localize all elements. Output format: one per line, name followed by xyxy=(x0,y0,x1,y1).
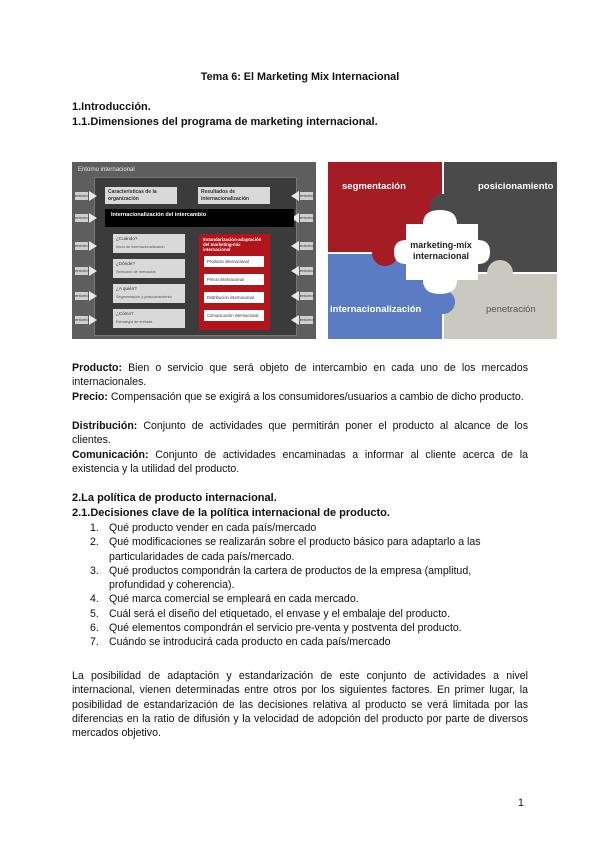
side-label: entorno xyxy=(75,268,89,273)
arrow-left-icon xyxy=(291,315,299,325)
side-label: entorno xyxy=(75,293,89,298)
arrow-right-icon xyxy=(89,266,97,276)
side-label: entorno xyxy=(75,215,89,220)
side-label: entorno xyxy=(300,193,314,198)
question-box-where: ¿Dónde? Selección de mercados xyxy=(113,259,185,278)
definition-precio: Precio: Compensación que se exigirá a los consumidores/usuarios a cambio de dicho producto. xyxy=(72,391,524,403)
puzzle-label-bottom-left: internacionalización xyxy=(330,304,422,315)
section-heading-1: 1.Introducción. xyxy=(72,101,151,113)
arrow-right-icon xyxy=(89,191,97,201)
side-label: entorno xyxy=(75,243,89,248)
closing-paragraph: La posibilidad de adaptación y estandarización de este conjunto de actividades a nivel internacional, vienen determinadas entre otros por los siguientes factores. En primer lugar, la posibilidad de estandarización de las decisiones relativa al producto se verá limitada por las diferencias en la ratio de difusión y la velocidad de adopción del producto por parte de diversos mercados objetivo. xyxy=(72,670,528,740)
arrow-right-icon xyxy=(89,291,97,301)
internationalization-exchange-box: Internacionalización del intercambio xyxy=(105,209,294,227)
section-heading-2: 2.La política de producto internacional. xyxy=(72,492,277,504)
side-label: entorno xyxy=(300,293,314,298)
decisions-list-container xyxy=(72,521,528,650)
arrow-left-icon xyxy=(291,241,299,251)
list-item: 7. Cuándo se introducirá cada producto en cada país/mercado xyxy=(90,636,391,649)
section-heading-2-1: 2.1.Decisiones clave de la política internacional de producto. xyxy=(72,507,390,519)
arrow-left-icon xyxy=(291,191,299,201)
side-label: entorno xyxy=(75,193,89,198)
red-panel-item: Producto internacional xyxy=(204,256,264,267)
puzzle-label-top-right: posicionamiento xyxy=(478,181,554,192)
definition-comunicacion: Comunicación: Conjunto de actividades encaminadas a informar al cliente acerca de la existencia y la utilidad del producto. xyxy=(72,449,528,476)
arrow-left-icon xyxy=(291,266,299,276)
side-label: entorno xyxy=(300,243,314,248)
side-label: entorno xyxy=(300,317,314,322)
list-item: 1. Qué producto vender en cada país/mercado xyxy=(90,522,317,534)
arrow-right-icon xyxy=(89,241,97,251)
list-item: 3. Qué productos compondrán la cartera de productos de la empresa (amplitud, profundidad y coherencia). xyxy=(90,564,472,592)
diagram-frame-title: Entorno internacional xyxy=(78,167,135,173)
marketing-mix-puzzle-image xyxy=(328,162,557,339)
arrow-right-icon xyxy=(89,315,97,325)
arrow-right-icon xyxy=(89,213,97,223)
side-label: entorno xyxy=(75,317,89,322)
page-number: 1 xyxy=(518,797,524,809)
list-item: 6. Qué elementos compondrán el servicio pre-venta y postventa del producto. xyxy=(90,622,462,635)
standardization-adaptation-panel xyxy=(199,234,270,330)
puzzle-label-top-left: segmentación xyxy=(342,181,406,192)
red-panel-title: Estandarización-adaptación del marketing-mix internacional xyxy=(203,237,262,252)
list-item: 4. Qué marca comercial se empleará en cada mercado. xyxy=(90,593,359,606)
definition-distribucion: Distribución: Conjunto de actividades que permitirán poner el producto al alcance de los clientes. xyxy=(72,420,528,447)
red-panel-item: Comunicación internacional xyxy=(204,310,264,321)
puzzle-center-line2: internacional xyxy=(412,251,470,261)
section-heading-1-1: 1.1.Dimensiones del programa de marketing internacional. xyxy=(72,116,378,128)
document-title: Tema 6: El Marketing Mix Internacional xyxy=(200,71,400,83)
question-box-who: ¿A quién? Segmentación y posicionamiento xyxy=(113,284,185,303)
organization-characteristics-box: Características de la organización xyxy=(105,187,177,204)
side-label: entorno xyxy=(300,268,314,273)
definition-producto: Producto: Bien o servicio que será objeto de intercambio en cada uno de los mercados internacionales. xyxy=(72,362,528,389)
question-box-when: ¿Cuándo? Inicio de internacionalización xyxy=(113,234,185,253)
decisions-list xyxy=(72,521,528,650)
red-panel-item: Precio internacional xyxy=(204,274,264,285)
marketing-program-diagram xyxy=(72,162,316,339)
red-panel-item: Distribución internacional xyxy=(204,292,264,303)
side-label: entorno xyxy=(300,215,314,220)
internationalization-results-box: Resultados de internacionalización xyxy=(198,187,270,204)
list-item: 2. Qué modificaciones se realizarán sobre el producto básico para adaptarlo a las particularidades de cada país/mercado. xyxy=(90,536,481,563)
puzzle-center-line1: marketing-mix xyxy=(410,240,472,250)
question-box-how: ¿Cómo? Estrategia de entrada xyxy=(113,309,185,328)
list-item: 5. Cuál será el diseño del etiquetado, el envase y el embalaje del producto. xyxy=(90,607,450,620)
puzzle-label-bottom-right: penetración xyxy=(486,304,536,315)
arrow-left-icon xyxy=(291,291,299,301)
